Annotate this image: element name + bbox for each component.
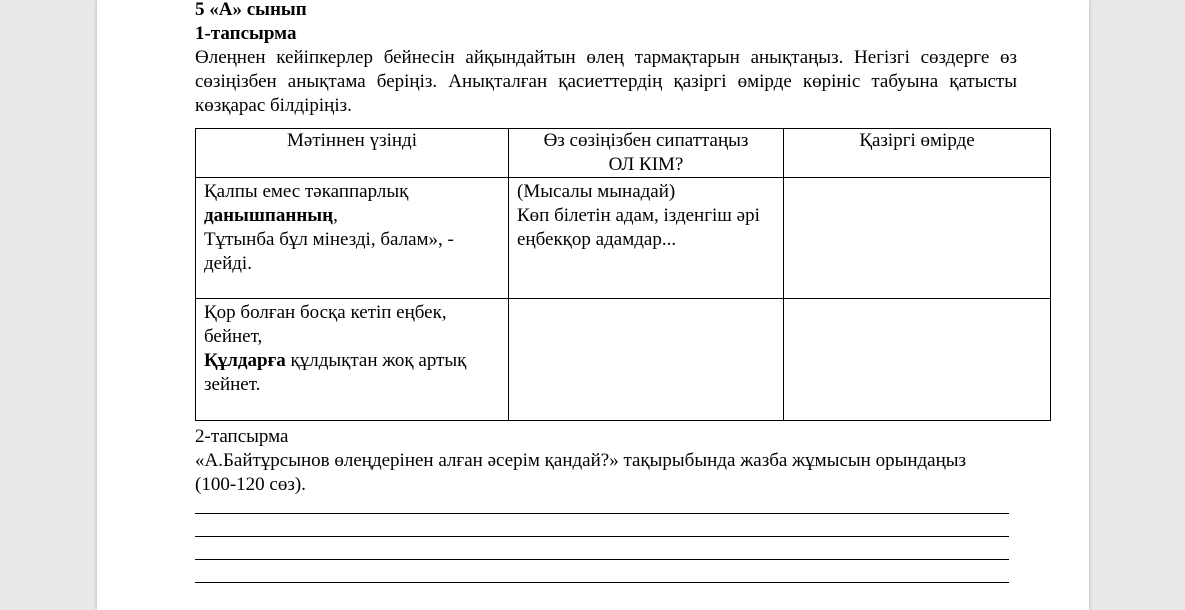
row1-description-line1: (Мысалы мынадай) xyxy=(517,181,676,202)
row1-today xyxy=(792,178,1042,180)
task2-title: 2-тапсырма xyxy=(195,426,289,447)
table-header-row xyxy=(196,129,1051,178)
answer-line[interactable] xyxy=(195,560,1009,583)
table-row xyxy=(196,299,1051,421)
answer-line[interactable] xyxy=(195,537,1009,560)
task1-table xyxy=(195,128,1051,421)
row1-excerpt-line2: Тұтынба бұл мінезді, балам», - дейді. xyxy=(204,229,454,274)
row2-today xyxy=(792,299,1042,301)
header-description-label: Өз сөзіңізбен сипаттаңыз xyxy=(543,130,749,151)
table-row xyxy=(196,178,1051,299)
header-description xyxy=(509,129,784,178)
row1-excerpt-post: , xyxy=(333,205,338,226)
row1-description xyxy=(517,178,775,252)
row1-description-cell[interactable] xyxy=(509,178,784,299)
task1-instructions: Өлеңнен кейіпкерлер бейнесін айқындайтын өлең тармақтарын анықтаңыз. Негізгі сөздерге өз сөзіңізбен анықтама беріңіз. Анықталған қасиеттердің қазіргі өмірде көрініс табуына қатысты көзқарас білдіріңіз. xyxy=(195,47,1017,116)
row2-excerpt-bold: Құлдарға xyxy=(204,350,286,371)
task1-title: 1-тапсырма xyxy=(195,23,297,44)
header-excerpt-label: Мәтіннен үзінді xyxy=(287,130,417,151)
task2-body: «А.Байтұрсынов өлеңдерінен алған әсерім қандай?» тақырыбында жазба жұмысын орындаңыз (100-120 сөз). xyxy=(195,450,967,495)
document-content xyxy=(195,0,1019,583)
task1-table-wrapper xyxy=(195,128,1019,421)
row1-excerpt-bold: данышпанның xyxy=(204,205,334,226)
row1-description-line2: Көп білетін адам, ізденгіш әрі еңбекқор адамдар... xyxy=(517,205,760,250)
answer-line[interactable] xyxy=(195,514,1009,537)
row2-description-cell[interactable] xyxy=(509,299,784,421)
row1-today-cell[interactable] xyxy=(784,178,1051,299)
class-title: 5 «А» сынып xyxy=(195,0,307,20)
row1-excerpt-pre: Қалпы емес тәкаппарлық xyxy=(204,181,409,202)
row2-excerpt-line1: Қор болған босқа кетіп еңбек, бейнет, xyxy=(204,302,447,347)
header-excerpt xyxy=(196,129,509,178)
row1-excerpt xyxy=(204,178,500,276)
document-page xyxy=(97,0,1089,610)
row2-excerpt xyxy=(204,299,500,397)
row2-description xyxy=(517,299,775,301)
header-today xyxy=(784,129,1051,178)
header-today-label: Қазіргі өмірде xyxy=(859,130,975,151)
row2-excerpt-post: құлдықтан жоқ артық зейнет. xyxy=(204,350,467,395)
answer-line[interactable] xyxy=(195,497,1009,514)
row2-today-cell[interactable] xyxy=(784,299,1051,421)
row2-excerpt-cell xyxy=(196,299,509,421)
header-description-question: ОЛ КІМ? xyxy=(608,154,684,175)
row1-excerpt-cell xyxy=(196,178,509,299)
